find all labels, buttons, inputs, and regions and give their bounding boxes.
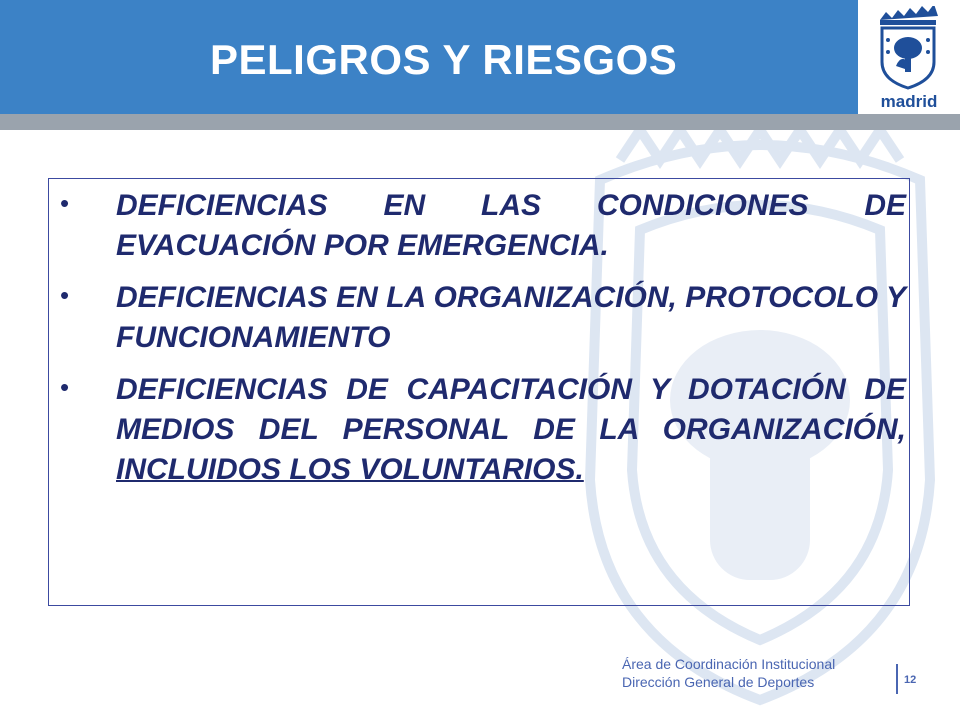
list-item [58, 278, 906, 358]
logo-wordmark: madrid [880, 92, 938, 111]
bullet-marker: • [60, 188, 70, 218]
list-item [58, 186, 906, 266]
madrid-crest-icon [872, 6, 944, 90]
header-divider-strip [0, 114, 960, 130]
bullet-marker: • [60, 280, 70, 310]
bullet-text: DEFICIENCIAS EN LAS CONDICIONES DE EVACUACIÓN POR EMERGENCIA. [116, 189, 906, 262]
bullet-text-underlined: INCLUIDOS LOS VOLUNTARIOS. [116, 453, 584, 486]
page-number: 12 [904, 674, 917, 686]
footer-department: Área de Coordinación Institucional [622, 656, 836, 672]
page-title: PELIGROS Y RIESGOS [210, 36, 678, 83]
footer-divider [896, 664, 898, 694]
bullet-marker: • [60, 372, 70, 402]
bullet-text [116, 370, 906, 490]
bullet-text-plain: DEFICIENCIAS DE CAPACITACIÓN Y DOTACIÓN DE MEDIOS DEL PERSONAL DE LA ORGANIZACIÓN, [116, 373, 906, 446]
bullet-text: DEFICIENCIAS EN LA ORGANIZACIÓN, PROTOCOLO Y FUNCIONAMIENTO [116, 281, 906, 354]
list-item [58, 370, 906, 490]
footer-directorate: Dirección General de Deportes [622, 674, 815, 690]
bullet-list [58, 186, 906, 502]
